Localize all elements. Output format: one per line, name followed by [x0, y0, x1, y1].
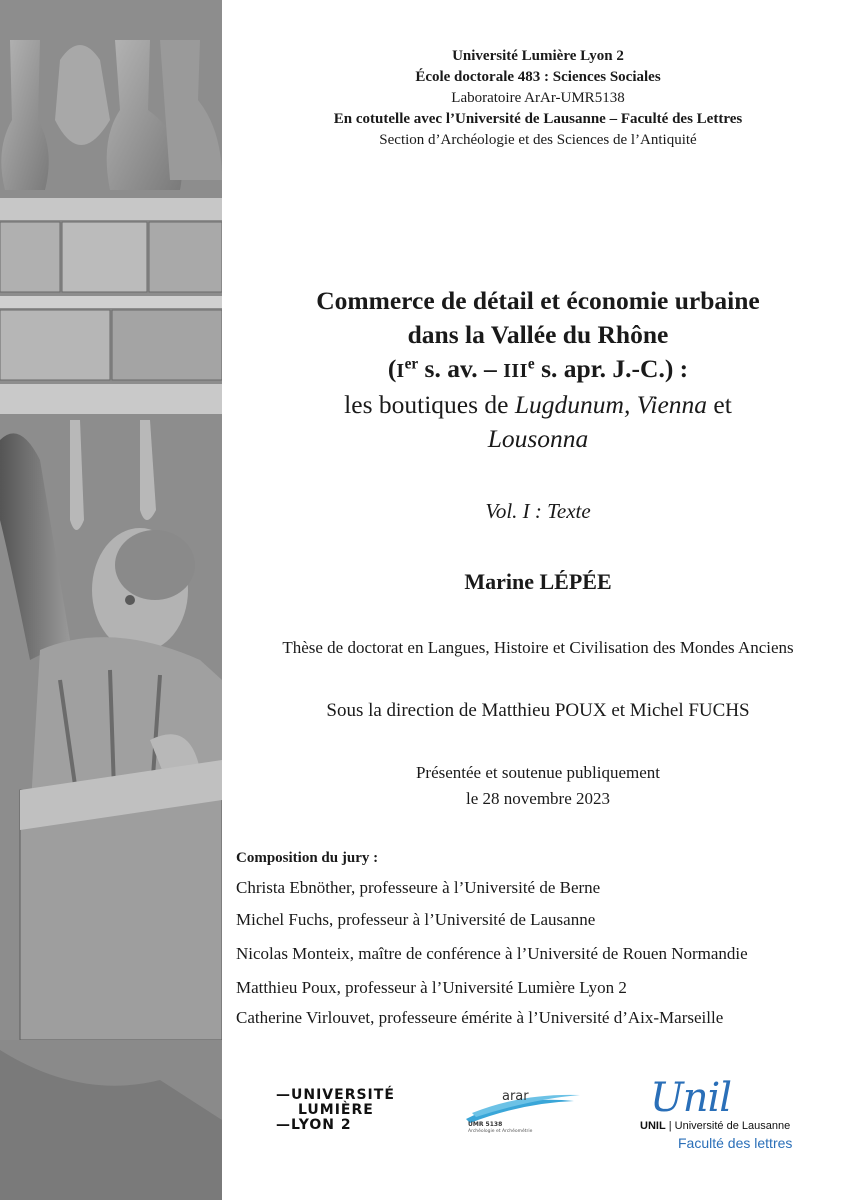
author-name: Marine LÉPÉE — [464, 569, 612, 594]
lyon2-logo-line-1: —UNIVERSITÉ — [276, 1087, 395, 1103]
lyon2-logo-line-2: LUMIÈRE — [298, 1102, 374, 1118]
jury-member: Michel Fuchs, professeur à l’Université de Lausanne — [236, 910, 596, 929]
unil-logo-line — [640, 1120, 790, 1132]
lyon2-logo-line-3: —LYON 2 — [276, 1117, 352, 1133]
unil-logo-rest: | Université de Lausanne — [665, 1120, 791, 1132]
arar-logo — [462, 1085, 592, 1145]
laboratory: Laboratoire ArAr-UMR5138 — [451, 90, 625, 106]
subtitle-line-2 — [230, 422, 846, 456]
volume-label: Vol. I : Texte — [485, 499, 591, 523]
arar-logo-sub: Archéologie et Archéométrie — [468, 1129, 533, 1134]
unil-logo — [640, 1075, 840, 1155]
title-end: s. apr. J.-C.) : — [534, 354, 689, 383]
relief-photo — [0, 0, 222, 1200]
title-line-2: dans la Vallée du Rhône — [407, 320, 669, 349]
thesis-title — [230, 284, 846, 456]
subtitle-line-1 — [230, 388, 846, 422]
subtitle-suffix: et — [707, 390, 732, 419]
century-2-sup: e — [527, 355, 535, 373]
unil-logo-faculty: Faculté des lettres — [678, 1135, 793, 1151]
university-name: Université Lumière Lyon 2 — [452, 48, 624, 64]
jury-member: Christa Ebnöther, professeure à l’Université de Berne — [236, 878, 601, 897]
jury-member: Matthieu Poux, professeur à l’Université Lumière Lyon 2 — [236, 978, 627, 997]
title-line-1: Commerce de détail et économie urbaine — [316, 286, 760, 315]
century-1: I — [396, 360, 405, 382]
jury-member: Catherine Virlouvet, professeure émérite à l’Université d’Aix-Marseille — [236, 1008, 724, 1027]
defense-line-1: Présentée et soutenue publiquement — [415, 763, 661, 782]
title-paren: ( — [387, 354, 397, 383]
doctoral-school: École doctorale 483 : Sciences Sociales — [415, 69, 661, 85]
subtitle-cities: Lugdunum, Vienna — [514, 390, 708, 419]
institution-header — [230, 46, 846, 151]
relief-illustration — [0, 0, 222, 1200]
thesis-type: Thèse de doctorat en Langues, Histoire et Civilisation des Mondes Anciens — [282, 638, 794, 657]
lyon2-logo — [276, 1087, 395, 1133]
subtitle-city-lousonna: Lousonna — [487, 424, 589, 453]
defense-info — [230, 760, 846, 812]
jury-heading: Composition du jury : — [236, 850, 379, 866]
century-1-sup: er — [404, 355, 419, 373]
jury-member: Nicolas Monteix, maître de conférence à l’Université de Rouen Normandie — [236, 944, 748, 963]
subtitle-prefix: les boutiques de — [344, 390, 515, 419]
unil-logo-bold: UNIL — [640, 1120, 666, 1132]
supervisors: Sous la direction de Matthieu POUX et Michel FUCHS — [326, 700, 750, 721]
defense-date: le 28 novembre 2023 — [466, 789, 610, 808]
section: Section d’Archéologie et des Sciences de l’Antiquité — [379, 132, 697, 148]
cotutelle: En cotutelle avec l’Université de Lausanne – Faculté des Lettres — [333, 111, 743, 127]
arar-logo-umr: UMR 5138 — [468, 1121, 503, 1128]
century-2: III — [503, 360, 528, 382]
title-line-3 — [230, 352, 846, 388]
title-mid: s. av. – — [418, 354, 504, 383]
unil-logo-script: Unil — [650, 1075, 732, 1121]
arar-logo-name: arar — [502, 1089, 529, 1104]
